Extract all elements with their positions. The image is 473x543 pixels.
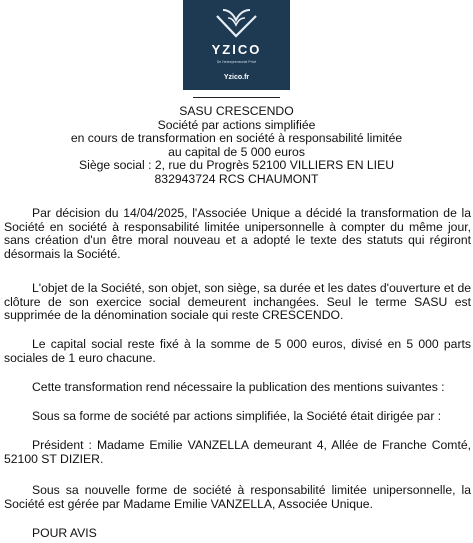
company-logo xyxy=(183,0,290,90)
company-capital: au capital de 5 000 euros xyxy=(168,144,305,159)
paragraph-former-form: Sous sa forme de société par actions simplifiée, la Société était dirigée par : xyxy=(32,409,442,423)
paragraph-capital: Le capital social reste fixé à la somme de 5 000 euros, divisé en 5 000 parts sociales de 1 euro chacune. xyxy=(4,337,471,365)
logo-brand: YZICO xyxy=(211,42,262,57)
paragraph-new-form: Sous sa nouvelle forme de société à responsabilité limitée unipersonnelle, la Société est gérée par Madame Emilie VANZELLA, Associée Unique. xyxy=(4,483,471,511)
company-address: Siège social : 2, rue du Progrès 52100 VILLIERS EN LIEU xyxy=(78,158,395,173)
logo-tagline: De l'entrepreneuriat Privé xyxy=(216,60,257,64)
paragraph-object: L'objet de la Société, son objet, son siège, sa durée et les dates d'ouverture et de clôture de son exercice social demeurent inchangées. Seul le terme SASU est supprimée de la dénomination sociale qui reste CRESCENDO. xyxy=(4,281,471,323)
company-form: Société par actions simplifiée xyxy=(157,117,316,132)
company-header xyxy=(0,105,473,187)
paragraph-decision: Par décision du 14/04/2025, l'Associée Unique a décidé la transformation de la Société en société à responsabilité limitée unipersonnelle à compter du même jour, sans création d'un être moral nouveau et a adopté le texte des statuts qui régiront désormais la Société. xyxy=(4,206,471,261)
company-transformation: en cours de transformation en société à responsabilité limitée xyxy=(70,131,403,146)
paragraph-publication: Cette transformation rend nécessaire la publication des mentions suivantes : xyxy=(32,380,445,394)
logo-emblem-icon xyxy=(213,6,260,42)
company-name: SASU CRESCENDO xyxy=(179,104,294,118)
logo-site: Yzico.fr xyxy=(223,74,250,81)
company-registration: 832943724 RCS CHAUMONT xyxy=(154,171,319,186)
paragraph-president: Président : Madame Emilie VANZELLA demeurant 4, Allée de Franche Comté, 52100 ST DIZIER. xyxy=(4,438,471,466)
header-divider xyxy=(193,97,280,98)
paragraph-pour-avis: POUR AVIS xyxy=(32,526,97,540)
